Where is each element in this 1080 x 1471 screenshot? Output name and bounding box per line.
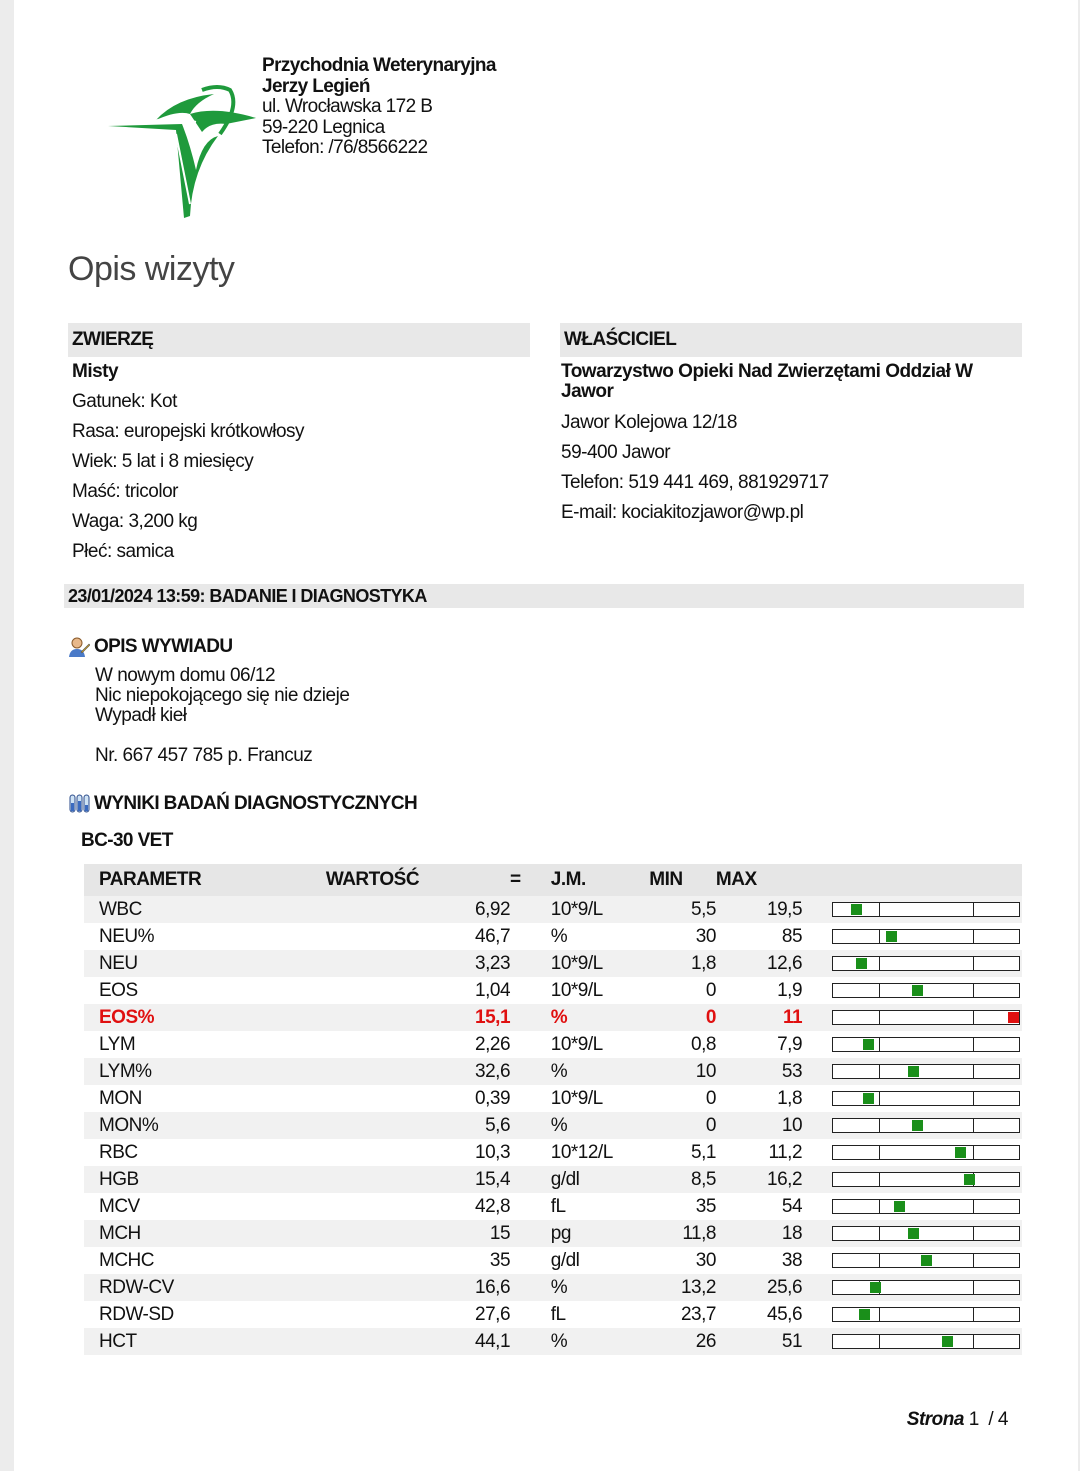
range-bar [832, 1280, 1020, 1295]
animal-info [72, 357, 304, 567]
row-max: 11 [716, 1004, 802, 1031]
row-param: EOS [99, 979, 138, 1001]
header-min: MIN [649, 864, 716, 896]
range-marker [908, 1066, 919, 1077]
row-unit: g/dl [550, 1249, 580, 1271]
row-param: NEU [84, 950, 326, 977]
range-bar [832, 1010, 1020, 1025]
table-row [84, 1085, 1022, 1112]
interview-line: Wypadł kieł [95, 705, 187, 726]
row-value: 15 [326, 1220, 510, 1247]
row-param: MCV [99, 1195, 140, 1217]
row-max: 45,6 [767, 1303, 803, 1325]
table-row [84, 1274, 1022, 1301]
test-tubes-icon [68, 793, 90, 815]
row-value: 15,1 [326, 1004, 510, 1031]
row-param: LYM [99, 1033, 136, 1055]
page-title: Opis wizyty [68, 250, 235, 288]
range-bar [832, 1064, 1020, 1079]
row-value: 27,6 [475, 1303, 511, 1325]
row-max: 11,2 [768, 1141, 803, 1163]
row-eq [510, 1031, 551, 1058]
animal-species: Gatunek: Kot [72, 391, 177, 412]
range-marker [955, 1147, 966, 1158]
results-heading [68, 793, 417, 815]
interview-heading [68, 636, 232, 658]
range-bar [832, 1118, 1020, 1133]
row-max: 19,5 [716, 896, 802, 923]
range-marker [912, 985, 923, 996]
header-value: WARTOŚĆ [326, 864, 510, 896]
row-max: 51 [716, 1328, 802, 1355]
row-max: 16,2 [716, 1166, 802, 1193]
owner-email[interactable]: E-mail: kociakitozjawor@wp.pl [561, 502, 804, 523]
page-current: 1 [968, 1409, 979, 1430]
range-marker [894, 1201, 905, 1212]
row-eq [510, 1301, 551, 1328]
clinic-address: ul. Wrocławska 172 B [262, 96, 433, 117]
row-param: NEU% [99, 925, 155, 947]
table-row [84, 950, 1022, 977]
row-range-bar-cell [802, 950, 1022, 977]
range-bar [832, 983, 1020, 998]
table-row [84, 896, 1022, 923]
animal-age: Wiek: 5 lat i 8 miesięcy [72, 451, 254, 472]
row-unit: % [551, 1274, 649, 1301]
interview-note: Nr. 667 457 785 p. Francuz [95, 745, 313, 766]
row-min: 0 [705, 1087, 716, 1109]
row-eq [510, 923, 551, 950]
range-marker [908, 1228, 919, 1239]
owner-city: 59-400 Jawor [561, 442, 671, 463]
range-marker [1008, 1012, 1019, 1023]
range-marker [863, 1093, 874, 1104]
row-unit: fL [550, 1195, 566, 1217]
row-value: 15,4 [326, 1166, 510, 1193]
range-marker [859, 1309, 870, 1320]
row-range-bar-cell [802, 1328, 1022, 1355]
range-bar [832, 1253, 1020, 1268]
row-range-bar-cell [802, 1247, 1022, 1274]
interview-heading-label: OPIS WYWIADU [94, 636, 233, 657]
row-min: 23,7 [680, 1303, 716, 1325]
row-unit: 10*9/L [551, 896, 649, 923]
range-marker [964, 1174, 975, 1185]
table-row [84, 1139, 1022, 1166]
row-param: RDW-CV [84, 1274, 326, 1301]
clinic-info [262, 56, 496, 159]
header-max: MAX [716, 864, 802, 896]
row-min: 11,8 [649, 1220, 716, 1247]
range-bar [832, 902, 1020, 917]
row-unit: 10*9/L [550, 1033, 603, 1055]
person-pencil-icon [68, 636, 90, 658]
owner-section-heading: WŁAŚCICIEL [560, 323, 1022, 357]
row-eq [510, 1112, 551, 1139]
row-value: 35 [489, 1249, 511, 1271]
interview-line: W nowym domu 06/12 [95, 665, 276, 686]
row-min: 30 [695, 925, 716, 947]
owner-name: Towarzystwo Opieki Nad Zwierzętami Oddział W Jawor [561, 361, 973, 402]
row-range-bar-cell [802, 1220, 1022, 1247]
row-eq [510, 1328, 551, 1355]
row-value: 42,8 [475, 1195, 511, 1217]
range-marker [870, 1282, 881, 1293]
table-row [84, 1112, 1022, 1139]
table-row [84, 1031, 1022, 1058]
row-param: MCH [84, 1220, 326, 1247]
row-max: 25,6 [716, 1274, 802, 1301]
row-range-bar-cell [802, 977, 1022, 1004]
header-eq: = [510, 864, 551, 896]
row-eq [510, 1004, 551, 1031]
row-min: 0,8 [691, 1033, 716, 1055]
row-eq [510, 1139, 551, 1166]
row-range-bar-cell [802, 1031, 1022, 1058]
header-unit: J.M. [551, 864, 649, 896]
range-bar [832, 1307, 1020, 1322]
row-unit: 10*9/L [550, 1087, 603, 1109]
row-range-bar-cell [802, 1274, 1022, 1301]
results-header-row [84, 864, 1022, 896]
row-range-bar-cell [802, 923, 1022, 950]
row-unit: 10*9/L [551, 950, 649, 977]
row-unit: % [551, 1004, 649, 1031]
row-range-bar-cell [802, 1166, 1022, 1193]
row-value: 16,6 [326, 1274, 510, 1301]
row-value: 32,6 [326, 1058, 510, 1085]
row-unit: 10*12/L [550, 1141, 613, 1163]
table-row [84, 1193, 1022, 1220]
animal-coat: Maść: tricolor [72, 481, 178, 502]
row-unit: pg [551, 1220, 649, 1247]
owner-street: Jawor Kolejowa 12/18 [561, 412, 737, 433]
range-marker [942, 1336, 953, 1347]
row-param: HGB [84, 1166, 326, 1193]
row-max: 85 [781, 925, 803, 947]
row-param: EOS% [84, 1004, 326, 1031]
row-min: 26 [649, 1328, 716, 1355]
row-unit: % [551, 1112, 649, 1139]
table-row [84, 1166, 1022, 1193]
row-eq [510, 1247, 551, 1274]
row-min: 8,5 [649, 1166, 716, 1193]
range-marker [851, 904, 862, 915]
row-max: 10 [716, 1112, 802, 1139]
row-param: WBC [84, 896, 326, 923]
row-param: HCT [84, 1328, 326, 1355]
row-min: 13,2 [649, 1274, 716, 1301]
range-bar [832, 1334, 1020, 1349]
row-eq [510, 1274, 551, 1301]
row-max: 53 [716, 1058, 802, 1085]
row-max: 1,8 [777, 1087, 803, 1109]
document-page [14, 0, 1078, 1471]
row-value: 5,6 [326, 1112, 510, 1139]
row-max: 18 [716, 1220, 802, 1247]
results-table [84, 864, 1022, 1355]
animal-section-heading: ZWIERZĘ [68, 323, 530, 357]
range-bar [832, 1226, 1020, 1241]
row-eq [510, 1220, 551, 1247]
row-max: 7,9 [777, 1033, 803, 1055]
header-range-bar [802, 864, 1022, 896]
row-max: 54 [781, 1195, 803, 1217]
range-bar [832, 1172, 1020, 1187]
row-range-bar-cell [802, 1193, 1022, 1220]
row-eq [510, 896, 551, 923]
row-value: 2,26 [475, 1033, 511, 1055]
range-bar [832, 1037, 1020, 1052]
row-range-bar-cell [802, 1085, 1022, 1112]
row-max: 12,6 [716, 950, 802, 977]
interview-text [95, 666, 349, 766]
table-row [84, 1328, 1022, 1355]
table-row [84, 977, 1022, 1004]
row-unit: g/dl [551, 1166, 649, 1193]
table-row [84, 1301, 1022, 1328]
table-row [84, 923, 1022, 950]
row-min: 5,1 [691, 1141, 716, 1163]
range-bar [832, 1199, 1020, 1214]
range-bar [832, 956, 1020, 971]
row-eq [510, 1166, 551, 1193]
row-range-bar-cell [802, 1139, 1022, 1166]
range-marker [863, 1039, 874, 1050]
clinic-phone: Telefon: /76/8566222 [262, 137, 428, 158]
page-label: Strona [906, 1409, 964, 1430]
clinic-city: 59-220 Legnica [262, 116, 385, 138]
row-eq [510, 1193, 551, 1220]
row-param: MON% [84, 1112, 326, 1139]
row-min: 10 [649, 1058, 716, 1085]
range-bar [832, 1145, 1020, 1160]
row-param: MON [99, 1087, 142, 1109]
row-unit: % [550, 925, 568, 947]
row-value: 1,04 [475, 979, 511, 1001]
range-bar [832, 1091, 1020, 1106]
range-marker [912, 1120, 923, 1131]
visit-heading: 23/01/2024 13:59: BADANIE I DIAGNOSTYKA [64, 584, 1024, 608]
range-marker [886, 931, 897, 942]
row-max: 38 [781, 1249, 803, 1271]
interview-line: Nic niepokojącego się nie dzieje [95, 685, 350, 706]
row-unit: 10*9/L [550, 979, 603, 1001]
clinic-logo [106, 84, 266, 224]
row-max: 1,9 [777, 979, 803, 1001]
range-bar [832, 929, 1020, 944]
range-marker [856, 958, 867, 969]
owner-info [561, 358, 1001, 528]
row-range-bar-cell [802, 1058, 1022, 1085]
page-number [907, 1409, 1008, 1431]
row-min: 30 [695, 1249, 716, 1271]
row-eq [510, 1085, 551, 1112]
row-range-bar-cell [802, 1112, 1022, 1139]
row-unit: % [551, 1058, 649, 1085]
table-row [84, 1058, 1022, 1085]
row-param: RDW-SD [99, 1303, 174, 1325]
owner-phone: Telefon: 519 441 469, 881929717 [561, 472, 829, 493]
animal-weight: Waga: 3,200 kg [72, 511, 198, 532]
results-heading-label: WYNIKI BADAŃ DIAGNOSTYCZNYCH [94, 793, 418, 814]
row-min: 0 [705, 979, 716, 1001]
clinic-owner: Jerzy Legień [262, 75, 370, 97]
row-unit: fL [550, 1303, 566, 1325]
animal-name: Misty [72, 361, 119, 382]
row-value: 6,92 [326, 896, 510, 923]
clinic-name: Przychodnia Weterynaryjna [262, 55, 496, 76]
row-min: 0 [649, 1112, 716, 1139]
page-total: / 4 [988, 1409, 1008, 1430]
row-value: 44,1 [326, 1328, 510, 1355]
row-eq [510, 950, 551, 977]
row-eq [510, 977, 551, 1004]
table-row [84, 1220, 1022, 1247]
row-min: 35 [695, 1195, 716, 1217]
row-value: 46,7 [475, 925, 511, 947]
table-row [84, 1247, 1022, 1274]
row-value: 3,23 [326, 950, 510, 977]
table-row [84, 1004, 1022, 1031]
animal-sex: Płeć: samica [72, 541, 174, 562]
row-param: LYM% [84, 1058, 326, 1085]
row-param: RBC [99, 1141, 138, 1163]
row-range-bar-cell [802, 896, 1022, 923]
row-param: MCHC [99, 1249, 154, 1271]
row-value: 10,3 [475, 1141, 511, 1163]
analyzer-name: BC-30 VET [81, 830, 173, 851]
row-eq [510, 1058, 551, 1085]
row-range-bar-cell [802, 1301, 1022, 1328]
header-param: PARAMETR [84, 864, 326, 896]
row-min: 0 [649, 1004, 716, 1031]
row-min: 5,5 [649, 896, 716, 923]
row-value: 0,39 [475, 1087, 511, 1109]
row-range-bar-cell [802, 1004, 1022, 1031]
row-min: 1,8 [649, 950, 716, 977]
row-unit: % [551, 1328, 649, 1355]
animal-breed: Rasa: europejski krótkowłosy [72, 421, 305, 442]
range-marker [921, 1255, 932, 1266]
